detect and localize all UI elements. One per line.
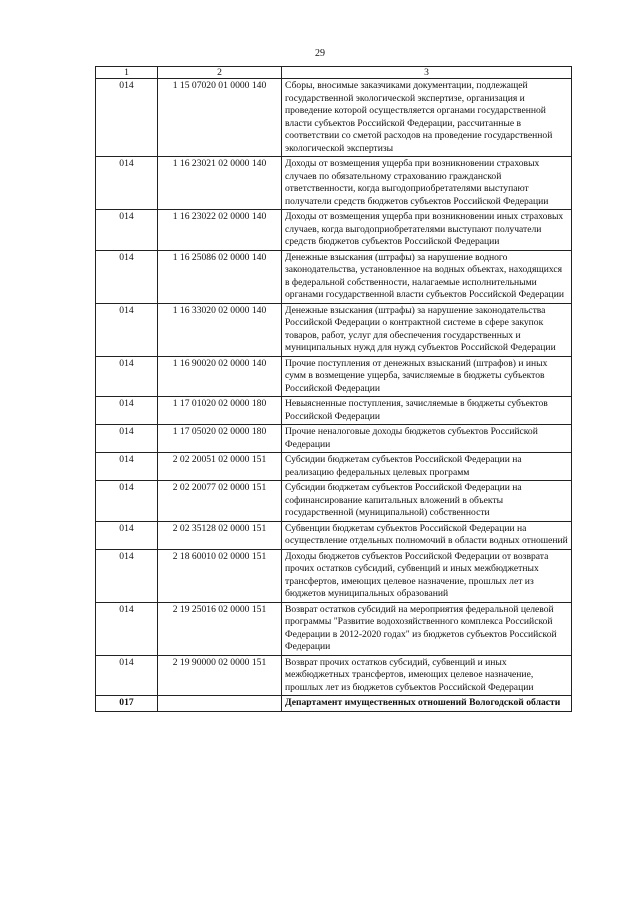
admin-code-cell: 014 <box>96 655 158 696</box>
column-header-3: 3 <box>282 67 572 79</box>
admin-code-cell: 014 <box>96 425 158 453</box>
admin-code-cell: 014 <box>96 549 158 602</box>
column-header-1: 1 <box>96 67 158 79</box>
description-cell: Прочие неналоговые доходы бюджетов субъектов Российской Федерации <box>282 425 572 453</box>
table-row <box>96 655 572 696</box>
table-row <box>96 481 572 522</box>
revenue-code-cell <box>158 696 282 712</box>
description-cell: Доходы от возмещения ущерба при возникновении страховых случаев по обязательному страхованию гражданской ответственности, когда выгодоприобретателями выступают получатели средств бюджетов субъектов Российской Федерации <box>282 157 572 210</box>
admin-code-cell: 014 <box>96 303 158 356</box>
description-cell: Доходы от возмещения ущерба при возникновении иных страховых случаев, когда выгодоприобретателями выступают получатели средств бюджетов субъектов Российской Федерации <box>282 210 572 251</box>
revenue-code-cell: 1 16 33020 02 0000 140 <box>158 303 282 356</box>
admin-code-cell: 014 <box>96 481 158 522</box>
admin-code-cell: 014 <box>96 79 158 157</box>
admin-code-cell: 014 <box>96 157 158 210</box>
description-cell: Субвенции бюджетам субъектов Российской Федерации на осуществление отдельных полномочий в области водных отношений <box>282 521 572 549</box>
revenue-code-cell: 2 19 90000 02 0000 151 <box>158 655 282 696</box>
description-cell: Невыясненные поступления, зачисляемые в бюджеты субъектов Российской Федерации <box>282 397 572 425</box>
description-cell: Денежные взыскания (штрафы) за нарушение водного законодательства, установленное на водных объектах, находящихся в федеральной собственности, налагаемые исполнительными органами государственной власти субъектов Российской Федерации <box>282 250 572 303</box>
description-cell: Субсидии бюджетам субъектов Российской Федерации на софинансирование капитальных вложений в объекты государственной (муниципальной) собственности <box>282 481 572 522</box>
description-cell: Доходы бюджетов субъектов Российской Федерации от возврата прочих остатков субсидий, субвенций и иных межбюджетных трансфертов, имеющих целевое назначение, прошлых лет из бюджетов муниципальных образований <box>282 549 572 602</box>
table-row <box>96 397 572 425</box>
description-cell: Возврат прочих остатков субсидий, субвенций и иных межбюджетных трансфертов, имеющих целевое назначение, прошлых лет из бюджетов субъектов Российской Федерации <box>282 655 572 696</box>
department-row <box>96 696 572 712</box>
table-row <box>96 425 572 453</box>
table-row <box>96 521 572 549</box>
department-name-cell: Департамент имущественных отношений Вологодской области <box>282 696 572 712</box>
admin-code-cell: 014 <box>96 397 158 425</box>
table-row <box>96 549 572 602</box>
page-number: 29 <box>315 48 325 59</box>
description-cell: Прочие поступления от денежных взысканий (штрафов) и иных сумм в возмещение ущерба, зачисляемые в бюджеты субъектов Российской Федерации <box>282 356 572 397</box>
admin-code-cell: 017 <box>96 696 158 712</box>
admin-code-cell: 014 <box>96 602 158 655</box>
description-cell: Сборы, вносимые заказчиками документации, подлежащей государственной экологической экспертизе, организация и проведение которой осуществляется органами государственной власти субъектов Российской Федерации, рассчитанные в соответствии со сметой расходов на проведение государственной экологической экспертизы <box>282 79 572 157</box>
table-row <box>96 453 572 481</box>
column-header-2: 2 <box>158 67 282 79</box>
revenue-code-cell: 1 16 23021 02 0000 140 <box>158 157 282 210</box>
revenue-codes-table <box>95 66 572 712</box>
revenue-code-cell: 1 16 23022 02 0000 140 <box>158 210 282 251</box>
admin-code-cell: 014 <box>96 521 158 549</box>
revenue-code-cell: 1 17 01020 02 0000 180 <box>158 397 282 425</box>
description-cell: Возврат остатков субсидий на мероприятия федеральной целевой программы "Развитие водохозяйственного комплекса Российской Федерации в 2012-2020 годах" из бюджетов субъектов Российской Федерации <box>282 602 572 655</box>
table-row <box>96 157 572 210</box>
revenue-code-cell: 1 16 90020 02 0000 140 <box>158 356 282 397</box>
description-cell: Денежные взыскания (штрафы) за нарушение законодательства Российской Федерации о контрактной системе в сфере закупок товаров, работ, услуг для обеспечения государственных и муниципальных нужд для нужд субъектов Российской Федерации <box>282 303 572 356</box>
table-row <box>96 303 572 356</box>
revenue-code-cell: 1 17 05020 02 0000 180 <box>158 425 282 453</box>
table-row <box>96 210 572 251</box>
revenue-code-cell: 2 02 35128 02 0000 151 <box>158 521 282 549</box>
table-row <box>96 356 572 397</box>
admin-code-cell: 014 <box>96 210 158 251</box>
revenue-code-cell: 2 19 25016 02 0000 151 <box>158 602 282 655</box>
table-header-row <box>96 67 572 79</box>
revenue-code-cell: 2 18 60010 02 0000 151 <box>158 549 282 602</box>
table-row <box>96 602 572 655</box>
revenue-code-cell: 1 15 07020 01 0000 140 <box>158 79 282 157</box>
description-cell: Субсидии бюджетам субъектов Российской Федерации на реализацию федеральных целевых программ <box>282 453 572 481</box>
revenue-code-cell: 2 02 20051 02 0000 151 <box>158 453 282 481</box>
table-row <box>96 250 572 303</box>
admin-code-cell: 014 <box>96 356 158 397</box>
table-row <box>96 79 572 157</box>
revenue-code-cell: 2 02 20077 02 0000 151 <box>158 481 282 522</box>
admin-code-cell: 014 <box>96 250 158 303</box>
revenue-code-cell: 1 16 25086 02 0000 140 <box>158 250 282 303</box>
admin-code-cell: 014 <box>96 453 158 481</box>
